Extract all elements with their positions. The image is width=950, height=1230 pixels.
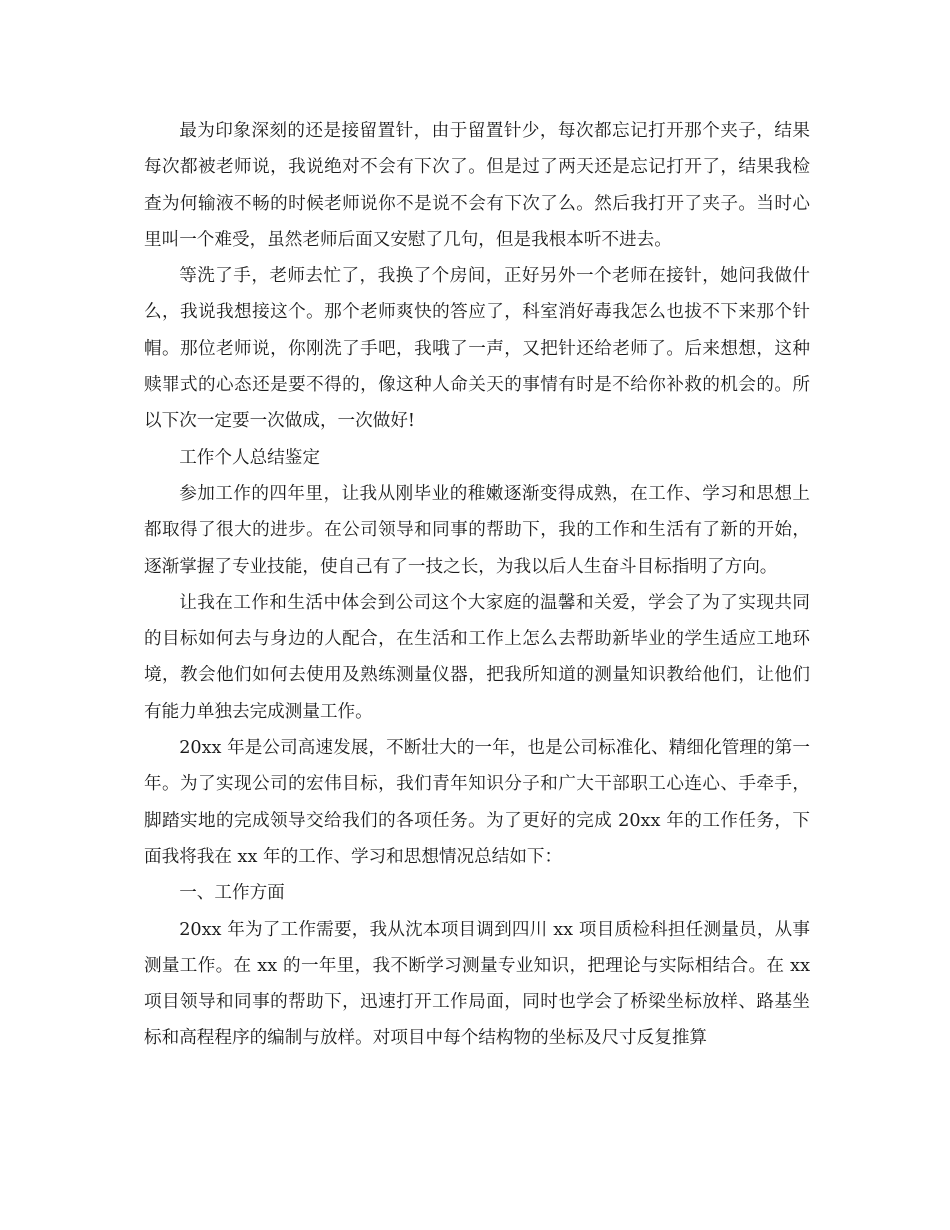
paragraph-company-development: 20xx 年是公司高速发展，不断壮大的一年，也是公司标准化、精细化管理的第一年。为了实现公司的宏伟目标，我们青年知识分子和广大干部职工心连心、手牵手，脚踏实地的完成领导交给我们的各项任务。为了更好的完成 20xx 年的工作任务，下面我将我在 xx 年的工作、学习和思想情况总结如下： <box>144 738 810 867</box>
paragraph-company-family: 让我在工作和生活中体会到公司这个大家庭的温馨和关爱，学会了为了实现共同的目标如何去与身边的人配合，在生活和工作上怎么去帮助新毕业的学生适应工地环境，教会他们如何去使用及熟练测量仪器，把我所知道的测量知识教给他们，让他们有能力单独去完成测量工作。 <box>144 592 810 722</box>
subsection-title-work: 一、工作方面 <box>179 883 285 904</box>
paragraph-four-years: 参加工作的四年里，让我从刚毕业的稚嫩逐渐变得成熟，在工作、学习和思想上都取得了很大的进步。在公司领导和同事的帮助下，我的工作和生活有了新的开始，逐渐掌握了专业技能，使自己有了一技之长，为我以后人生奋斗目标指明了方向。 <box>144 483 810 577</box>
document-body <box>144 113 810 1057</box>
paragraph-work-details: 20xx 年为了工作需要，我从沈本项目调到四川 xx 项目质检科担任测量员，从事测量工作。在 xx 的一年里，我不断学习测量专业知识，把理论与实际相结合。在 xx 项目领导和同事的帮助下，迅速打开工作局面，同时也学会了桥梁坐标放样、路基坐标和高程程序的编制与放样。对项目中每个结构物的坐标及尺寸反复推算 <box>144 919 810 1049</box>
paragraph-wash-hands: 等洗了手，老师去忙了，我换了个房间，正好另外一个老师在接针，她问我做什么，我说我想接这个。那个老师爽快的答应了，科室消好毒我怎么也拔不下来那个针帽。那位老师说，你刚洗了手吧，我哦了一声，又把针还给老师了。后来想想，这种赎罪式的心态还是要不得的，像这种人命关天的事情有时是不给你补救的机会的。所以下次一定要一次做成，一次做好! <box>144 266 810 432</box>
paragraph-iv-needle: 最为印象深刻的还是接留置针，由于留置针少，每次都忘记打开那个夹子，结果每次都被老师说，我说绝对不会有下次了。但是过了两天还是忘记打开了，结果我检查为何输液不畅的时候老师说你不是说不会有下次了么。然后我打开了夹子。当时心里叫一个难受，虽然老师后面又安慰了几句，但是我根本听不进去。 <box>144 121 810 250</box>
section-title: 工作个人总结鉴定 <box>179 447 320 468</box>
